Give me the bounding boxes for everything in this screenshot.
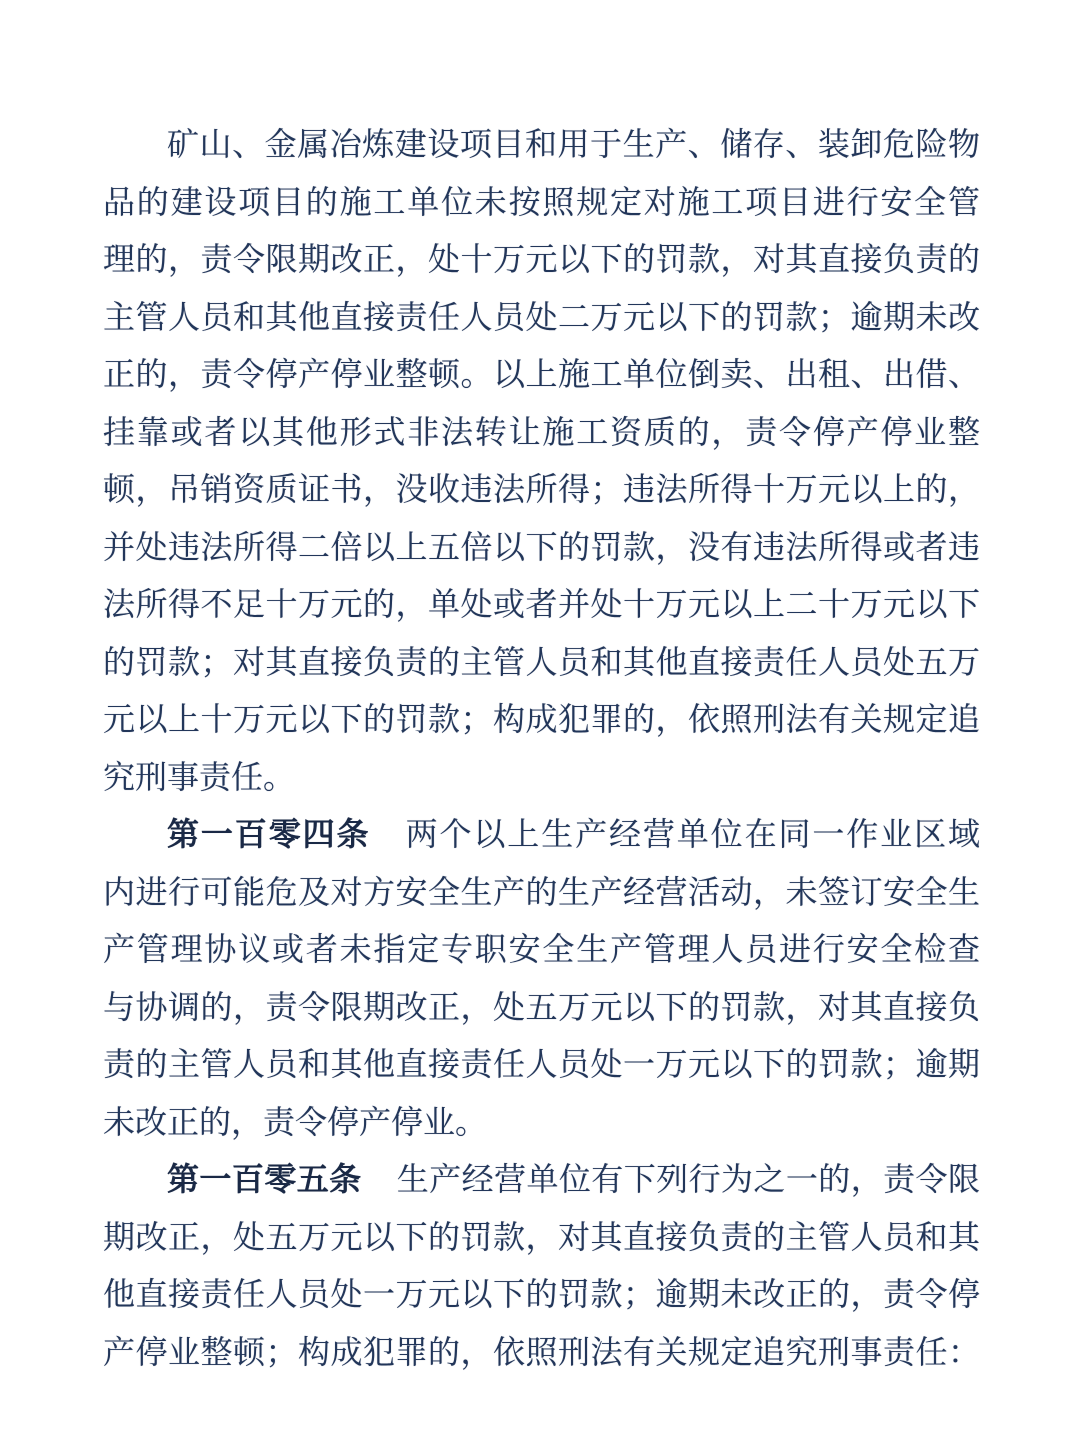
line-text: 未改正的，责令停产停业。 [103,1102,488,1141]
text-line [103,1324,980,1382]
text-line [103,864,980,922]
line-text: 正的，责令停产停业整顿。以上施工单位倒卖、出租、出借、 [103,355,980,393]
text-line [103,691,980,749]
text-line [103,289,980,347]
line-text: 顿，吊销资质证书，没收违法所得；违法所得十万元以上的， [103,470,980,508]
text-line [103,1266,980,1324]
text-line [103,519,980,577]
text-line [103,461,980,519]
text-line [103,921,980,979]
text-line [103,1094,980,1152]
line-text: 法所得不足十万元的，单处或者并处十万元以上二十万元以下 [103,585,980,623]
text-line [103,749,980,807]
paragraph-article-104 [103,806,980,1151]
line-text: 主管人员和其他直接责任人员处二万元以下的罚款；逾期未改 [103,297,980,336]
text-line [103,174,980,232]
line-text: 元以上十万元以下的罚款；构成犯罪的，依照刑法有关规定追 [103,700,980,738]
text-line [103,979,980,1037]
line-text: 的罚款；对其直接负责的主管人员和其他直接责任人员处五万 [103,642,980,681]
text-line [103,231,980,289]
article-number: 第一百零四条 [167,815,371,853]
line-text: 产管理协议或者未指定专职安全生产管理人员进行安全检查 [103,930,980,968]
legal-text-block [103,116,980,1381]
line-text: 挂靠或者以其他形式非法转让施工资质的，责令停产停业整 [103,412,980,451]
text-line [103,634,980,692]
article-number: 第一百零五条 [167,1160,362,1198]
text-line [103,116,980,174]
paragraph-construction-unit-penalty [103,116,980,806]
line-text: 期改正，处五万元以下的罚款，对其直接负责的主管人员和其 [103,1217,980,1256]
line-text: 理的，责令限期改正，处十万元以下的罚款，对其直接负责的 [103,240,980,278]
line-text: 与协调的，责令限期改正，处五万元以下的罚款，对其直接负 [103,987,980,1026]
line-text: 生产经营单位有下列行为之一的，责令限 [396,1160,980,1198]
line-text: 矿山、金属冶炼建设项目和用于生产、储存、装卸危险物 [167,125,980,163]
line-text: 责的主管人员和其他直接责任人员处一万元以下的罚款；逾期 [103,1045,980,1083]
line-text: 究刑事责任。 [103,757,296,796]
text-line [103,1209,980,1267]
text-line [103,1036,980,1094]
text-line [103,1151,980,1209]
line-text: 他直接责任人员处一万元以下的罚款；逾期未改正的，责令停 [103,1275,980,1313]
line-text: 并处违法所得二倍以上五倍以下的罚款，没有违法所得或者违 [103,527,980,566]
line-text: 品的建设项目的施工单位未按照规定对施工项目进行安全管 [103,182,980,221]
text-line [103,806,980,864]
line-text: 内进行可能危及对方安全生产的生产经营活动，未签订安全生 [103,872,980,911]
line-text: 产停业整顿；构成犯罪的，依照刑法有关规定追究刑事责任： [103,1332,980,1371]
text-line [103,404,980,462]
text-line [103,576,980,634]
text-line [103,346,980,404]
line-text: 两个以上生产经营单位在同一作业区域 [405,815,980,853]
paragraph-article-105 [103,1151,980,1381]
